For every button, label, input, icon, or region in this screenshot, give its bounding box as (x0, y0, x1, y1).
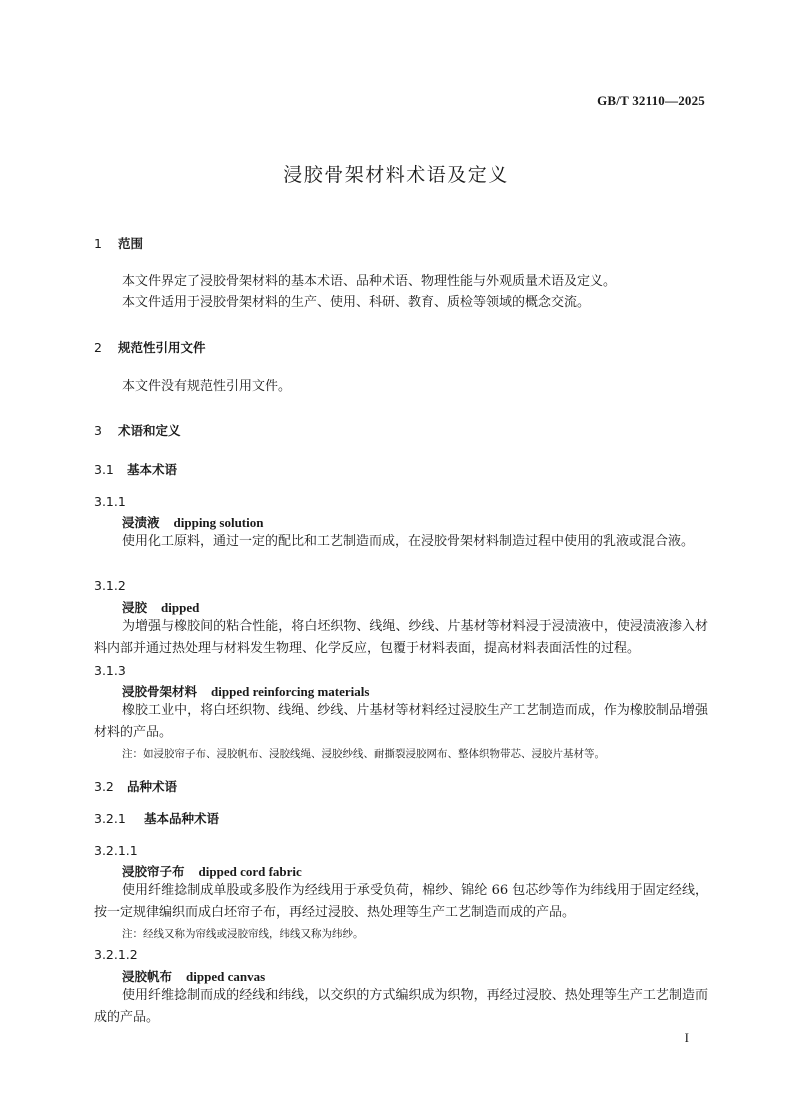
term-heading (94, 967, 736, 985)
term-number: 3.2.1.2 (94, 947, 138, 962)
term-english: dipped cord fabric (198, 864, 302, 879)
section-title: 范围 (118, 236, 144, 251)
term-definition: 橡胶工业中，将白坯织物、线绳、纱线、片基材等材料经过浸胶生产工艺制造而成，作为橡胶制品增强材料的产品。 (94, 703, 708, 740)
term-number: 3.2.1.1 (94, 843, 138, 858)
term-note: 注：如浸胶帘子布、浸胶帆布、浸胶线绳、浸胶纱线、耐撕裂浸胶网布、整体织物带芯、浸胶片基材等。 (122, 748, 605, 760)
section-number: 3.1 (94, 462, 114, 477)
term-chinese: 浸渍液 (122, 515, 160, 530)
term-definition: 使用化工原料，通过一定的配比和工艺制造而成，在浸胶骨架材料制造过程中使用的乳液或混合液。 (122, 534, 695, 549)
subsection-3-2-1-heading (94, 809, 708, 827)
term-note: 注：经线又称为帘线或浸胶帘线，纬线又称为纬纱。 (122, 928, 364, 940)
term-chinese: 浸胶骨架材料 (122, 684, 198, 699)
term-definition: 使用纤维捻制成单股或多股作为经线用于承受负荷，棉纱、锦纶 66 包芯纱等作为纬线用于固定经线，按一定规律编织而成白坯帘子布，再经过浸胶、热处理等生产工艺制造而成的产品。 (94, 883, 708, 920)
section-title: 基本品种术语 (144, 811, 220, 826)
paragraph: 本文件界定了浸胶骨架材料的基本术语、品种术语、物理性能与外观质量术语及定义。 (122, 274, 617, 289)
subsection-3-1-heading (94, 460, 708, 478)
term-number: 3.1.2 (94, 578, 126, 593)
section-1-heading (94, 234, 708, 252)
term-english: dipped (161, 600, 200, 615)
page-number: I (684, 1030, 689, 1045)
section-title: 术语和定义 (118, 423, 181, 438)
term-english: dipped canvas (186, 969, 266, 984)
term-number: 3.1.3 (94, 663, 126, 678)
term-definition: 为增强与橡胶间的粘合性能，将白坯织物、线绳、纱线、片基材等材料浸于浸渍液中，使浸渍液渗入材料内部并通过热处理与材料发生物理、化学反应，包覆于材料表面，提高材料表面活性的过程。 (94, 619, 708, 656)
section-title: 品种术语 (127, 779, 178, 794)
term-heading (94, 682, 736, 700)
term-heading (94, 598, 736, 616)
section-number: 2 (94, 340, 102, 355)
section-title: 基本术语 (127, 462, 178, 477)
term-heading (94, 513, 736, 531)
subsection-3-2-heading (94, 777, 708, 795)
section-3-heading (94, 421, 708, 439)
term-english: dipped reinforcing materials (211, 684, 370, 699)
section-number: 3 (94, 423, 102, 438)
section-number: 1 (94, 236, 102, 251)
section-title: 规范性引用文件 (118, 340, 206, 355)
section-2-heading (94, 338, 708, 356)
term-chinese: 浸胶 (122, 600, 148, 615)
standard-code: GB/T 32110—2025 (597, 93, 705, 108)
term-english: dipping solution (173, 515, 264, 530)
paragraph: 本文件适用于浸胶骨架材料的生产、使用、科研、教育、质检等领域的概念交流。 (122, 295, 591, 310)
document-title: 浸胶骨架材料术语及定义 (283, 164, 509, 186)
term-chinese: 浸胶帆布 (122, 969, 173, 984)
term-chinese: 浸胶帘子布 (122, 864, 185, 879)
term-definition: 使用纤维捻制而成的经线和纬线，以交织的方式编织成为织物，再经过浸胶、热处理等生产工艺制造而成的产品。 (94, 988, 708, 1025)
term-heading (94, 862, 736, 880)
paragraph: 本文件没有规范性引用文件。 (122, 379, 292, 394)
section-number: 3.2.1 (94, 811, 126, 826)
section-number: 3.2 (94, 779, 114, 794)
term-number: 3.1.1 (94, 494, 126, 509)
